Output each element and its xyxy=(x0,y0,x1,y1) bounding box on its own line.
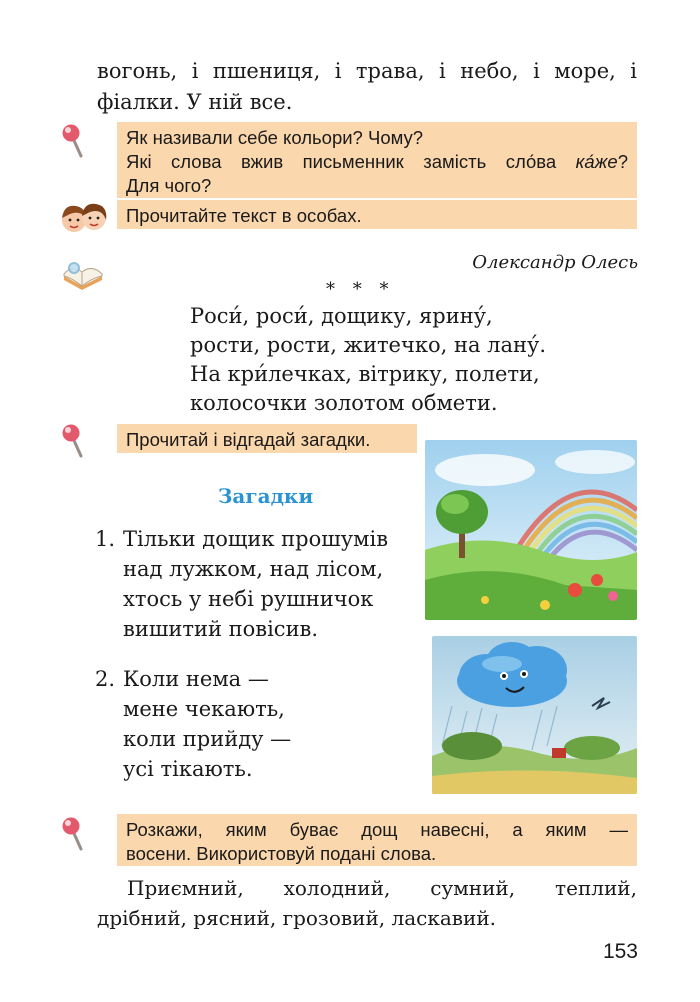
page-number: 153 xyxy=(602,940,638,963)
adjectives-text xyxy=(97,873,637,933)
poem xyxy=(190,302,546,418)
poem-line: Роси́, роси́, дощику, ярину́, xyxy=(190,304,493,328)
riddle-1 xyxy=(95,524,415,644)
riddle-line: мене чекають, xyxy=(123,697,285,721)
riddle-line: вишитий повісив. xyxy=(123,617,319,641)
task-box-riddles xyxy=(117,424,417,453)
riddle-line: хтось у небі рушничок xyxy=(123,587,374,611)
task-rain-line-1: Розкажи, яким буває дощ навесні, а яким — xyxy=(126,819,628,840)
poem-stars: * * * xyxy=(326,279,395,300)
task-riddles-text: Прочитай і відгадай загадки. xyxy=(126,429,371,450)
intro-line-1: вогонь, і пшениця, і трава, і небо, і море, і xyxy=(97,59,637,83)
task-questions-line-2-end: ? xyxy=(617,151,628,172)
pin-icon xyxy=(60,815,88,853)
rainbow-illustration xyxy=(425,440,637,620)
poem-author: Олександр Олесь xyxy=(472,252,638,273)
task-read-roles-text: Прочитайте текст в особах. xyxy=(126,205,362,226)
riddles-title: Загадки xyxy=(218,484,314,508)
riddle-line: Тільки дощик прошумів xyxy=(123,527,389,551)
riddle-line: усі тікають. xyxy=(123,757,253,781)
poem-line: колосочки золотом обмети. xyxy=(190,391,498,415)
adjectives-line-1: Приємний, холодний, сумний, теплий, xyxy=(127,876,637,900)
task-questions-line-2-start: Які слова вжив письменник замість сло́ва xyxy=(126,151,576,172)
task-box-questions xyxy=(117,122,637,198)
riddle-line: над лужком, над лісом, xyxy=(123,557,384,581)
intro-line-2: фіалки. У ній все. xyxy=(97,90,293,114)
book-icon xyxy=(60,258,106,294)
riddle-number: 2. xyxy=(95,667,116,691)
task-box-read-roles xyxy=(117,200,637,229)
riddle-2 xyxy=(95,664,395,784)
poem-line: рости, рости, житечко, на лану́. xyxy=(190,333,547,357)
task-questions-italic-word: ка́же xyxy=(575,151,618,172)
riddle-number: 1. xyxy=(95,527,116,551)
kids-icon xyxy=(58,198,110,238)
adjectives-line-2: дрібний, рясний, грозовий, ласкавий. xyxy=(97,906,497,930)
riddle-line: Коли нема — xyxy=(123,667,269,691)
pin-icon xyxy=(60,122,88,160)
intro-text xyxy=(97,56,637,118)
pin-icon xyxy=(60,422,88,460)
rain-cloud-illustration xyxy=(432,636,637,794)
task-questions-line-1: Як називали себе кольори? Чому? xyxy=(126,127,424,148)
task-box-rain-description xyxy=(117,814,637,866)
poem-line: На кри́лечках, вітрику, полети, xyxy=(190,362,540,386)
task-questions-line-3: Для чого? xyxy=(126,175,212,196)
task-questions-line-2 xyxy=(126,150,628,174)
task-rain-line-2: восени. Використовуй подані слова. xyxy=(126,843,437,864)
riddle-line: коли прийду — xyxy=(123,727,292,751)
